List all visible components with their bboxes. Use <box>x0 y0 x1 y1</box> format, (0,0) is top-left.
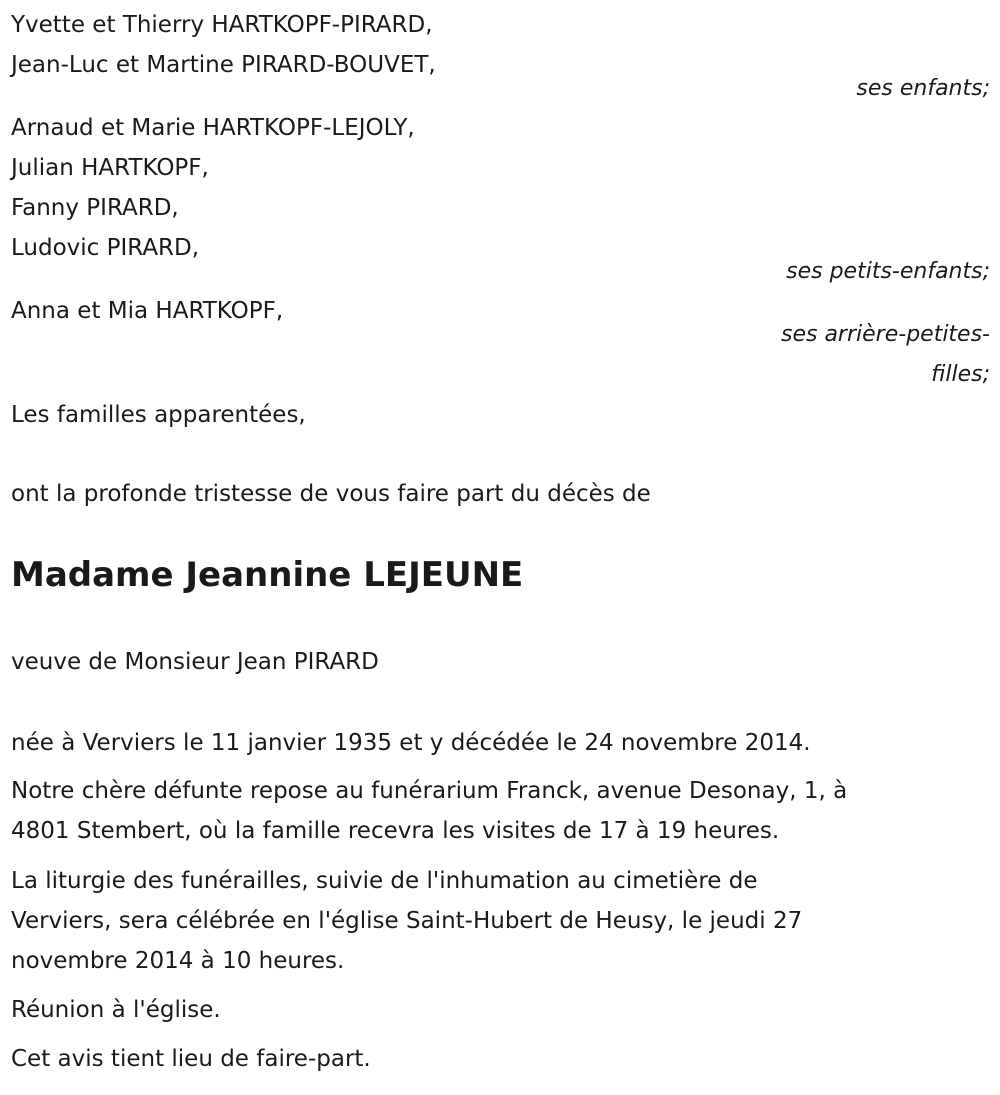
announcement-text: ont la profonde tristesse de vous faire part du décès de <box>11 481 651 507</box>
family-line-grandchild-1: Arnaud et Marie HARTKOPF-LEJOLY, <box>11 115 415 141</box>
visitation-line-2: 4801 Stembert, où la famille recevra les visites de 17 à 19 heures. <box>11 818 780 844</box>
widow-of: veuve de Monsieur Jean PIRARD <box>11 649 379 675</box>
role-grandchildren: ses petits-enfants; <box>786 259 990 284</box>
funeral-line-1: La liturgie des funérailles, suivie de l'inhumation au cimetière de <box>11 868 758 894</box>
notice-text: Cet avis tient lieu de faire-part. <box>11 1046 371 1072</box>
funeral-line-2: Verviers, sera célébrée en l'église Saint-Hubert de Heusy, le jeudi 27 <box>11 908 803 934</box>
related-families: Les familles apparentées, <box>11 402 306 428</box>
role-great-grandchildren-line-2: filles; <box>931 362 990 387</box>
family-line-grandchild-3: Fanny PIRARD, <box>11 195 179 221</box>
deceased-name: Madame Jeannine LEJEUNE <box>11 555 524 595</box>
family-line-child-1: Yvette et Thierry HARTKOPF-PIRARD, <box>11 12 433 38</box>
birth-death: née à Verviers le 11 janvier 1935 et y décédée le 24 novembre 2014. <box>11 730 811 756</box>
role-children: ses enfants; <box>856 76 990 101</box>
family-line-child-2: Jean-Luc et Martine PIRARD-BOUVET, <box>11 52 436 78</box>
gathering-text: Réunion à l'église. <box>11 997 221 1023</box>
visitation-line-1: Notre chère défunte repose au funérarium Franck, avenue Desonay, 1, à <box>11 778 848 804</box>
role-great-grandchildren-line-1: ses arrière-petites- <box>781 322 990 347</box>
family-line-great-grandchild-1: Anna et Mia HARTKOPF, <box>11 298 284 324</box>
family-line-grandchild-4: Ludovic PIRARD, <box>11 235 200 261</box>
funeral-line-3: novembre 2014 à 10 heures. <box>11 948 345 974</box>
family-line-grandchild-2: Julian HARTKOPF, <box>11 155 209 181</box>
